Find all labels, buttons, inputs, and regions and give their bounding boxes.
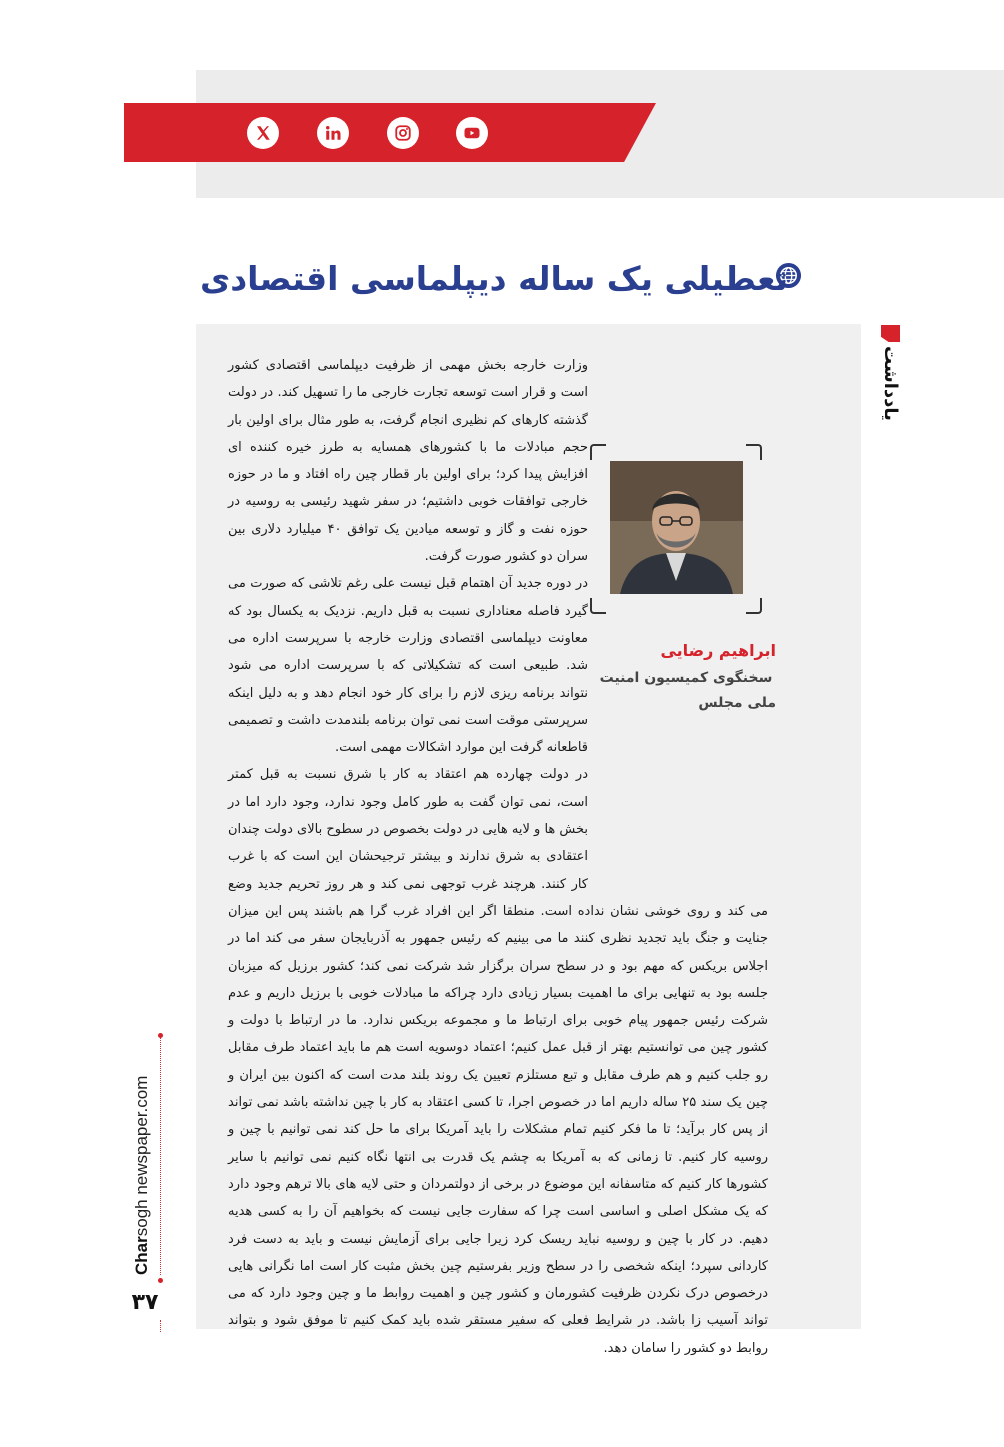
headline-container <box>200 250 806 306</box>
side-divider <box>160 1035 162 1275</box>
article-paragraph: در دوره جدید آن اهتمام قبل نیست علی رغم تلاشی که صورت می گیرد فاصله معناداری نسبت به قبل داریم. نزدیک به یکسال بود که معاونت دیپلماسی اقتصادی وزارت خارجه با سرپرست اداره می شد. طبیعی است که تشکیلاتی که با سرپرست اداره می شود نتواند برنامه ریزی لازم را برای کار خود انجام دهد و به دلیل اینکه سرپرستی موقت است نمی توان برنامه بلندمدت داشت و تصمیمی قاطعانه گرفت این موارد اشکالات مهمی است. <box>228 576 588 756</box>
section-flag-icon <box>881 325 900 342</box>
instagram-icon[interactable] <box>387 117 419 149</box>
author-name: ابراهیم رضایی <box>660 641 776 660</box>
x-icon[interactable] <box>247 117 279 149</box>
article-paragraph: در دولت چهارده هم اعتقاد به کار با شرق نسبت به قبل کمتر است، نمی توان گفت به طور کامل وجود ندارد، وجود دارد اما در بخش ها و لایه هایی در دولت بخصوص در سطوح بالای دولت چندان اعتقادی به شرق ندارند و بیشتر ترجیحشان این است که با غرب کار کنند. هرچند غرب توجهی نمی کند و هر روز تحریم جدید وضع می کند و روی خوشی نشان نداده است. منطقا اگر این افراد غرب گرا هم باشند پس این میزان جنایت و جنگ باید تجدید نظری کنند ما می بینیم که رئیس جمهور به آذربایجان سفر می کند اما در اجلاس بریکس که مهم بود و در سطح سران برگزار شد شرکت نمی کند؛ کشور برزیل که میزبان جلسه بود به تنهایی برای ما اهمیت بسیار زیادی دارد چراکه ما مبادلات خوبی با برزیل داریم و عدم شرکت رئیس جمهور پیام خوبی برای ارتباط ما و مجموعه بریکس ندارد. ما در ارتباط با دولت و کشور چین می توانستیم بهتر از قبل عمل کنیم؛ اعتماد دوسویه است هم ما باید اعتماد طرف مقابل رو جلب کنیم و هم طرف مقابل و تبع مستلزم تعیین یک روند بلند مدت است که اکنون بین ایران و چین یک سند ۲۵ ساله داریم اما در خصوص اجرا، تا کسی اعتقاد به کار با چین نداشته باشد نمی تواند از پس کار برآید؛ تا ما فکر کنیم تمام مشکلات را باید آمریکا برای ما حل کند نمی توانیم با چین و روسیه کار کنیم. تا زمانی که به آمریکا به چشم یک قدرت بی انتها نگاه کنیم نمی توانیم با سایر کشورها کار کنیم که متاسفانه این موضوع در برخی از دولتمردان و حتی لایه های بالا ترهم وجود دارد که یک مشکل اصلی و اساسی است چرا که سفارت جایی نیست که بخواهیم آن را به کسی هدیه دهیم. در کار با چین و روسیه نباید ریسک کرد زیرا جایی برای آزمایش نیست و باید به دست فرد کاردانی سپرد؛ اینکه شخصی را در سطح وزیر بفرستیم چین بخش مثبت کار است اما نگرانی هایی درخصوص درک نکردن ظرفیت کشورمان و کشور چین و اهمیت روابط ما و چین وجود دارد که می تواند آسیب زا باشد. در شرایط فعلی که سفیر مستقر شده باید کمک کنیم تا موفق شود و بتواند روابط دو کشور را سامان دهد. <box>228 767 768 1356</box>
site-url-brand: Char <box>132 1236 151 1275</box>
page-number: ۳۷ <box>131 1290 159 1315</box>
linkedin-icon[interactable] <box>317 117 349 149</box>
divider-dot <box>158 1033 163 1038</box>
site-url[interactable] <box>127 1035 157 1275</box>
site-url-rest: sogh newspaper.com <box>132 1075 151 1237</box>
author-photo <box>610 461 743 594</box>
page-number-divider <box>160 1320 162 1332</box>
article-body <box>228 352 776 1356</box>
author-role: سخنگوی کمیسیون امنیت ملی مجلس <box>599 670 776 711</box>
author-photo-frame <box>590 444 762 614</box>
youtube-icon[interactable] <box>456 117 488 149</box>
article-paragraph: وزارت خارجه بخش مهمی از ظرفیت دیپلماسی اقتصادی کشور است و قرار است توسعه تجارت خارجی ما را تسهیل کند. در دولت گذشته کارهای کم نظیری انجام گرفت، به طور مثال برای اولین بار حجم مبادلات ما با کشورهای همسایه به طرز خیره کننده ای افزایش پیدا کرد؛ برای اولین بار قطار چین راه افتاد و ما در حوزه خارجی توافقات خوبی داشتیم؛ در سفر شهید رئیسی به روسیه در حوزه نفت و گاز و توسعه میادین یک توافق ۴۰ میلیارد دلاری بین سران دو کشور صورت گرفت. <box>228 358 588 565</box>
article-title: تعطیلی یک ساله دیپلماسی اقتصادی <box>200 258 788 298</box>
author-box <box>596 444 776 872</box>
divider-dot <box>158 1278 163 1283</box>
section-label: یادداشت <box>880 346 901 421</box>
